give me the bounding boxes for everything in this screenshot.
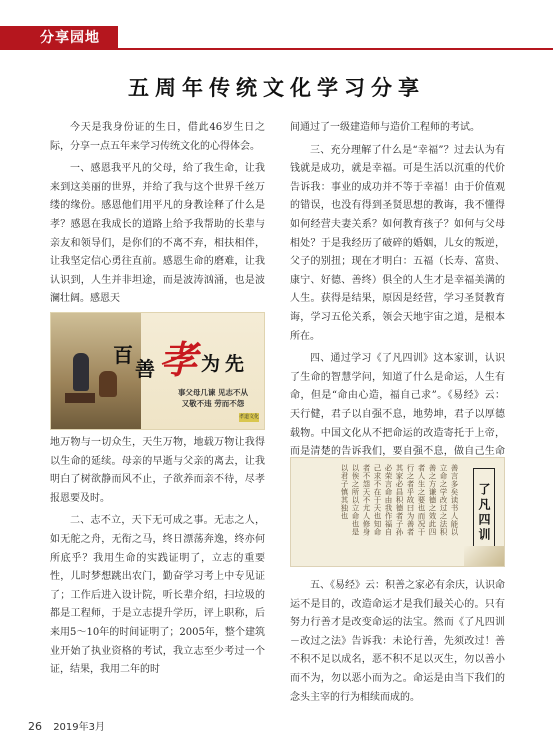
- page-number: 26: [28, 720, 42, 733]
- calligraphy-char-highlight: 孝: [159, 337, 198, 382]
- scroll-column: 者不怨天不尤人修身: [362, 464, 371, 536]
- calligraphy-char: 为: [201, 353, 221, 375]
- stool: [65, 393, 95, 403]
- verse-line: 又敬不违 劳而不怨: [181, 399, 245, 408]
- calligraphy-char: 先: [225, 353, 245, 375]
- seal-stamp: 孝道文化: [239, 414, 260, 420]
- scroll-column: 己求不在于天也知命: [373, 464, 382, 536]
- article-title: 五周年传统文化学习分享: [128, 75, 425, 100]
- elder-figure: [73, 353, 89, 391]
- right-column-bottom: [290, 577, 505, 707]
- page-footer: [28, 718, 105, 733]
- scroll-column: 善言多矣读书人能以: [450, 464, 459, 536]
- paragraph: 一、感恩我平凡的父母，给了我生命，让我来到这美丽的世界，并给了我与这个世界千丝万缕的缘份。感恩他们用平凡的身教诠释了什么是孝？感恩在我成长的道路上给予我帮助的长辈与亲友和领导们，是你们的不离不弃，相扶相伴，让我坚定信心勇往直前。感恩生命的磨难，让我认识到，人生并非坦途，而是波涛汹涌，也是波澜壮阔。感恩天: [50, 163, 265, 305]
- scroll-column: 善之方谦德之效此四: [428, 464, 437, 536]
- paragraph: 今天是我身份证的生日，借此46岁生日之际，分享一点五年来学习传统文化的心得体会。: [50, 122, 265, 152]
- scroll-column: 立命之学改过之法积: [439, 464, 448, 536]
- paragraph: 地万物与一切众生，天生万物，地载万物让我得以生命的延续。母亲的早逝与父亲的离去，让我明白了树欲静而风不止，子欲养而亲不待，尽孝报恩要及时。: [50, 437, 265, 504]
- liaofan-scroll-image: [290, 457, 505, 567]
- scroll-column: 者人生之要也而况于: [417, 464, 426, 536]
- section-tab: 分享园地: [0, 26, 118, 50]
- filial-piety-illustration: [50, 312, 265, 430]
- scroll-column: 以俟之所以立命也是: [351, 464, 360, 536]
- paragraph: 三、充分理解了什么是“幸福”？过去认为有钱就是成功，就是幸福。可是生活以沉重的代价告诉我：事业的成功并不等于幸福！由于价值观的错误，也没有得到圣贤思想的教诲，我不懂得如何经营夫妻关系？如何教育孩子？如何与父母相处？于是我经历了破碎的婚姻，儿女的叛逆，父子的别扭；现在才明白：五福（长寿、富贵、康宁、好德、善终）俱全的人生才是幸福美满的人生。获得是结果，原因是经营，学习圣贤教育诲，学习五伦关系，领会天地宇宙之道，是根本所在。: [290, 144, 505, 342]
- image-verse: [163, 387, 263, 409]
- scroll-column: 行之者乎故曰为善者: [406, 464, 415, 536]
- header-rule: [118, 48, 553, 50]
- paragraph: 五、《易经》云：积善之家必有余庆，认识命运不是目的，改造命运才是我们最关心的。只有努力行善才是改变命运的法宝。然而《了凡四训－改过之法》告诉我：未论行善，先须改过！善不积不足以成名，恶不积不足以灭生，勿以善小而不为，勿以恶小而为之。命运是由当下我们的念头主宰的行为相续而成的。: [290, 580, 505, 703]
- paragraph: 四、通过学习《了凡四训》这本家训，认识了生命的智慧学问，知道了什么是命运，人生有命，但是“命由心造，福自己求”。《易经》云：天行健，君子以自强不息，地势坤，君子以厚德载物。中国文化从不把命运的改造寄托于上帝，而是清楚的告诉我们，要自强不息，做自己生命: [290, 353, 505, 458]
- scroll-title: 了凡四训: [473, 468, 495, 558]
- scroll-column: 其家必昌积德者子孙: [395, 464, 404, 536]
- scene-painting: [51, 313, 141, 430]
- right-column-top: [290, 119, 505, 480]
- scroll-corner-decoration: [464, 546, 504, 566]
- scroll-column: 必荣言命由我作福自: [384, 464, 393, 536]
- left-column-top: [50, 119, 265, 309]
- calligraphy-char: 善: [135, 357, 155, 381]
- left-column-bottom: [50, 434, 265, 680]
- paragraph: 二、志不立，天下无可成之事。无志之人，如无舵之舟，无衔之马，终日漂荡奔逸，终亦何所底乎？我用生命的实践证明了，立志的重要性，儿时梦想跳出农门，勤奋学习考上中专见证了；工作后进入设计院，听长辈介绍，扫垃圾的都是工程师，于是立志提升学历，评上职称，后来用5～10年的时间证明了；2005年，整个建筑业开始了执业资格的考试，我立志至少考过一个证，结果，我用二年的时: [50, 515, 265, 676]
- section-header: [0, 26, 553, 50]
- paragraph: 间通过了一级建造师与造价工程师的考试。: [290, 122, 480, 133]
- issue-date: 2019年3月: [53, 722, 105, 733]
- scroll-text: [299, 464, 459, 560]
- scroll-column: 以君子慎其独也: [340, 464, 349, 520]
- calligraphy-char: 百: [113, 343, 133, 367]
- child-figure: [99, 371, 117, 397]
- verse-line: 事父母几谏 见志不从: [177, 388, 249, 397]
